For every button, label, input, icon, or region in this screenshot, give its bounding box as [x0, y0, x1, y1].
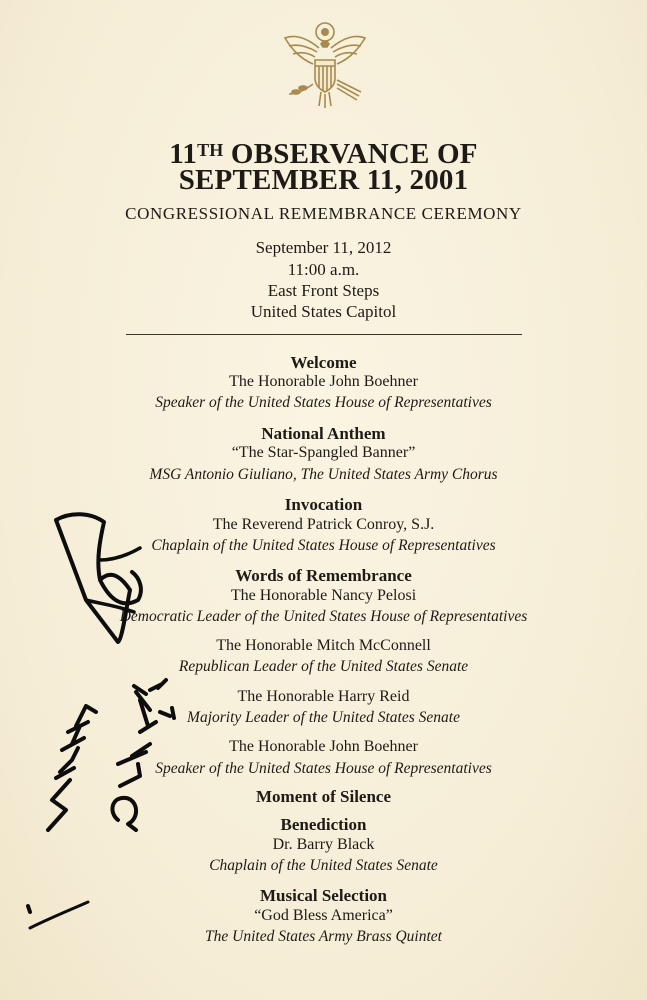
program-heading: Words of Remembrance — [235, 566, 412, 585]
program-name: The Honorable Nancy Pelosi — [230, 587, 417, 604]
program-role: MSG Antonio Giuliano, The United States Army Chorus — [149, 466, 498, 483]
ceremony-subtitle: CONGRESSIONAL REMEMBRANCE CEREMONY — [125, 204, 522, 223]
program-role: Majority Leader of the United States Senate — [187, 709, 460, 726]
program-heading: Benediction — [280, 815, 367, 834]
program-role: Speaker of the United States House of Representatives — [155, 394, 492, 411]
ceremony-date: September 11, 2012 — [255, 238, 392, 257]
program-role: Chaplain of the United States House of Representatives — [151, 537, 496, 554]
program-name: The Honorable John Boehner — [229, 373, 418, 390]
program-name: Dr. Barry Black — [272, 836, 375, 853]
program-name: The Honorable Mitch McConnell — [216, 637, 431, 654]
program-role: Republican Leader of the United States Senate — [178, 658, 469, 675]
ceremony-time: 11:00 a.m. — [287, 260, 360, 279]
program-heading: Welcome — [290, 353, 357, 372]
program-name: “God Bless America” — [254, 907, 393, 924]
ceremony-location: East Front Steps — [267, 281, 380, 300]
program-name: The Reverend Patrick Conroy, S.J. — [212, 516, 435, 533]
program-heading: National Anthem — [261, 424, 386, 443]
program-heading: Moment of Silence — [255, 787, 392, 806]
great-seal-eagle-icon — [279, 18, 371, 112]
program-heading: Invocation — [284, 495, 363, 514]
page-title: 11TH OBSERVANCE OF — [169, 138, 478, 170]
program-name: “The Star-Spangled Banner” — [231, 444, 416, 461]
program-name: The Honorable John Boehner — [229, 738, 418, 755]
divider — [126, 334, 522, 335]
page-title-date: SEPTEMBER 11, 2001 — [178, 164, 469, 196]
ceremony-venue: United States Capitol — [250, 302, 397, 321]
program-heading: Musical Selection — [259, 886, 387, 905]
program-name: The Honorable Harry Reid — [237, 688, 410, 705]
program-role: Chaplain of the United States Senate — [209, 857, 438, 874]
program-role: The United States Army Brass Quintet — [205, 928, 442, 945]
program-role: Democratic Leader of the United States House of Representatives — [119, 608, 528, 625]
program-role: Speaker of the United States House of Representatives — [155, 760, 492, 777]
